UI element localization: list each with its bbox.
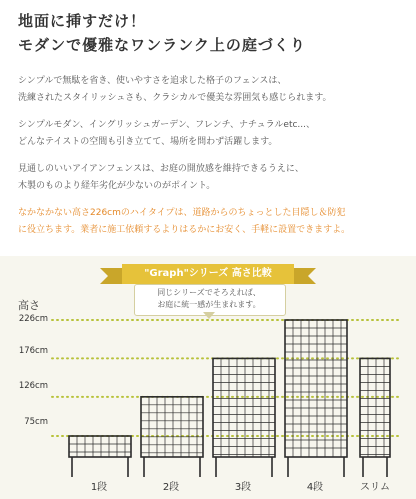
paragraph-highlight <box>18 205 350 239</box>
fence-1 <box>69 436 131 477</box>
category-label-5: スリム <box>360 482 390 493</box>
tick-126: 126cm <box>18 381 48 391</box>
headline-2: モダンで優雅なワンランク上の庭づくり <box>18 36 306 54</box>
y-axis-label: 高さ <box>18 299 40 312</box>
paragraph-1-line-2: 洗練されたスタイリッシュさも、クラシカルで優美な雰囲気も感じられます。 <box>18 93 332 103</box>
tick-75: 75cm <box>24 417 48 427</box>
speech-line-2: お庭に統一感が生まれます。 <box>157 300 261 309</box>
paragraph-1 <box>18 73 332 107</box>
paragraph-2-line-1: シンプルモダン、イングリッシュガーデン、フレンチ、ナチュラルetc...、 <box>18 120 316 130</box>
paragraph-highlight-line-2: に役立ちます。業者に施工依頼するよりはるかにお安く、手軽に設置できますよ。 <box>18 225 351 235</box>
headline-1: 地面に挿すだけ！ <box>18 12 147 30</box>
tick-176: 176cm <box>18 346 48 356</box>
fence-4 <box>285 320 347 477</box>
category-label-1: 1段 <box>90 482 108 493</box>
paragraph-1-line-1: シンプルで無駄を省き、使いやすさを追求した格子のフェンスは、 <box>18 76 287 86</box>
paragraph-2 <box>18 117 315 151</box>
banner-title: "Graph"シリーズ 高さ比較 <box>144 268 272 279</box>
fence-chart <box>0 256 416 499</box>
paragraph-3 <box>18 161 304 195</box>
paragraph-3-line-1: 見通しのいいアイアンフェンスは、お庭の開放感を維持できるうえに、 <box>18 164 304 174</box>
tick-226: 226cm <box>18 314 48 324</box>
paragraph-3-line-2: 木製のものより経年劣化が少ないのがポイント。 <box>18 181 216 191</box>
fence-3 <box>213 358 275 477</box>
speech-line-1: 同じシリーズでそろえれば、 <box>157 288 261 297</box>
fence-5 <box>360 358 390 477</box>
category-label-3: 3段 <box>234 482 252 493</box>
paragraph-2-line-2: どんなテイストの空間も引き立てて、場所を問わず活躍します。 <box>18 137 278 147</box>
paragraph-highlight-line-1: なかなかない高さ226cmのハイタイプは、道路からのちょっとした目隠し＆防犯 <box>18 208 346 218</box>
category-label-2: 2段 <box>162 482 180 493</box>
fence-2 <box>141 397 203 477</box>
category-label-4: 4段 <box>306 482 324 493</box>
